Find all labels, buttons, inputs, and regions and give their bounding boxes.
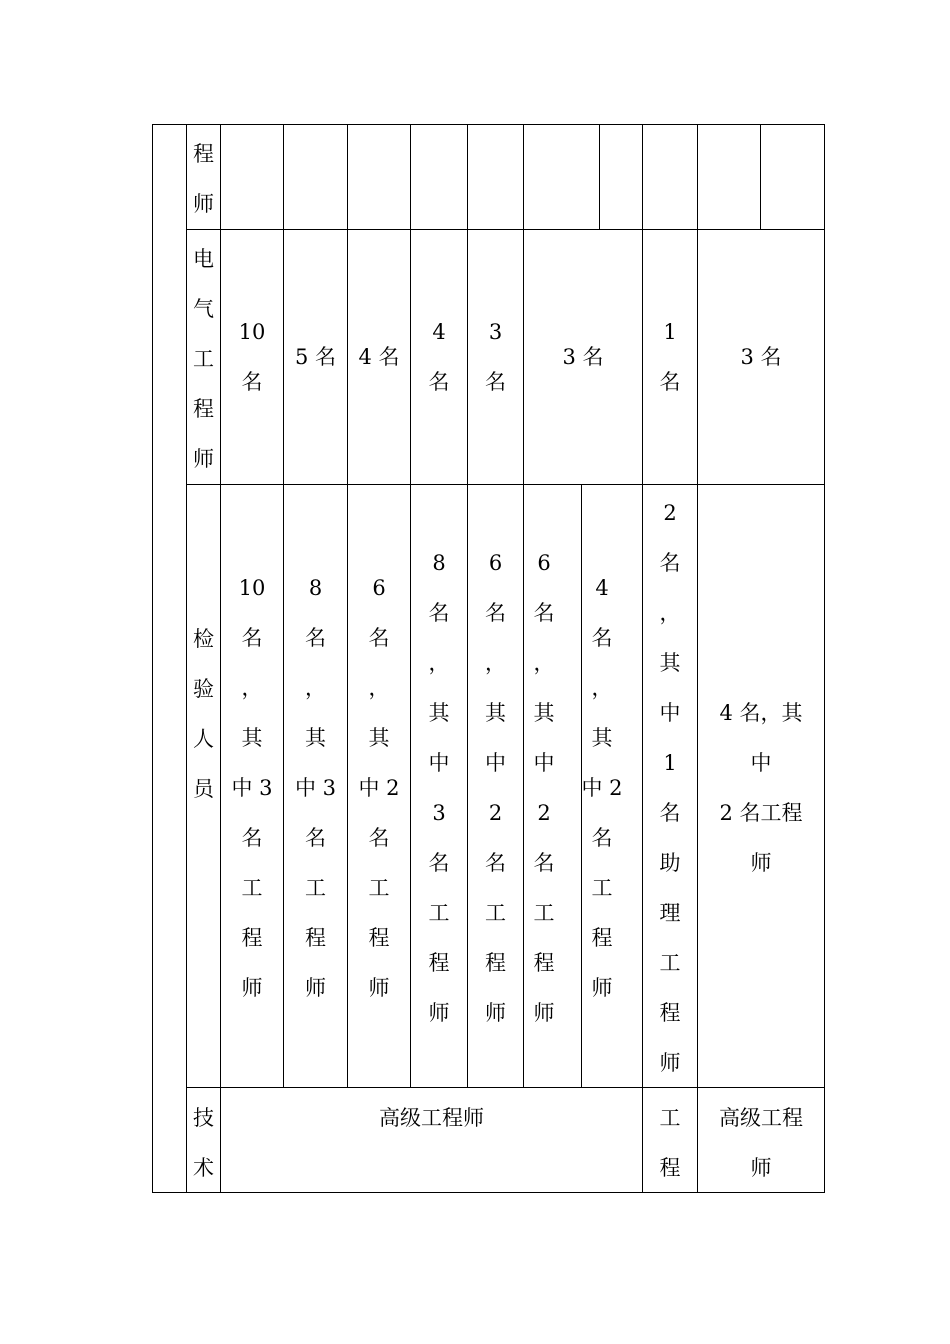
technical-col8 — [643, 1093, 697, 1193]
cell-line: 工 — [241, 876, 263, 900]
cell-line: 工 — [305, 876, 326, 900]
inspectors-col9 — [698, 688, 824, 898]
cell-line: 4 名，其 — [719, 701, 803, 725]
cell-line: 名 — [659, 551, 681, 575]
cell-line: 师 — [241, 976, 263, 1000]
cell-line: 5 名 — [294, 344, 337, 369]
cell-line: 人 — [193, 727, 214, 751]
cell-line: 名 — [428, 601, 450, 625]
inspectors-col6 — [524, 538, 564, 1048]
inspectors-col3 — [348, 563, 410, 1023]
cell-line: 师 — [750, 851, 772, 875]
cell-line: 工 — [485, 901, 506, 925]
electrical-col4 — [411, 229, 467, 484]
cell-line: 6 — [372, 576, 386, 600]
cell-line: 师 — [750, 1156, 772, 1180]
cell-line: 高级工程师 — [379, 1106, 484, 1130]
cell-line: 4 — [595, 576, 609, 600]
table-rule-top — [152, 124, 825, 125]
electrical-col1 — [221, 229, 283, 484]
cell-line: 6 — [537, 551, 551, 575]
cell-line: 中 — [659, 701, 681, 725]
cell-line: 程 — [591, 926, 613, 950]
cell-line: 程 — [533, 951, 555, 975]
cell-line: 其 — [533, 701, 555, 725]
cell-line: 10 — [238, 576, 266, 600]
cell-line: 师 — [533, 1001, 555, 1025]
cell-line: 工 — [533, 901, 555, 925]
cell-line: 检 — [193, 627, 214, 651]
cell-line: 2 名工程 — [719, 801, 803, 825]
cell-line: 程 — [193, 142, 214, 166]
cell-line: 程 — [485, 951, 506, 975]
cell-line: 4 — [432, 319, 446, 344]
cell-line: 8 — [432, 551, 446, 575]
cell-line: 工 — [193, 347, 214, 371]
cell-line: 技 — [193, 1106, 214, 1130]
cell-line: 1 — [663, 319, 677, 344]
inspectors-col4 — [411, 538, 467, 1048]
cell-line: 程 — [368, 926, 390, 950]
table-rule-row2 — [186, 484, 825, 485]
inspectors-col1 — [221, 563, 283, 1023]
cell-line: 程 — [241, 926, 263, 950]
cell-line: 名 — [533, 851, 555, 875]
cell-line: ， — [533, 651, 555, 675]
cell-line: 2 — [488, 801, 503, 825]
cell-line: 名 — [485, 601, 506, 625]
inspectors-col2 — [284, 563, 347, 1023]
cell-line: 程 — [193, 397, 214, 421]
cell-line: 电 — [193, 247, 214, 271]
cell-line: 名 — [533, 601, 555, 625]
cell-line: ， — [591, 676, 613, 700]
electrical-col5 — [468, 229, 523, 484]
row-engineer-tail-label — [187, 129, 220, 229]
cell-line: 3 名 — [562, 344, 604, 369]
cell-line: 6 — [488, 551, 503, 575]
cell-line: 工 — [659, 1106, 681, 1130]
cell-line: 程 — [659, 1156, 681, 1180]
cell-line: 名 — [305, 626, 326, 650]
cell-line: 高级工程 — [719, 1106, 803, 1130]
cell-line: 中 — [533, 751, 555, 775]
cell-line: ， — [241, 676, 263, 700]
cell-line: ， — [305, 676, 326, 700]
cell-line: 师 — [485, 1001, 506, 1025]
cell-line: 工 — [591, 876, 613, 900]
cell-line: 工 — [659, 951, 681, 975]
cell-line: ， — [659, 601, 681, 625]
cell-line: 中 2 — [358, 776, 400, 800]
technical-col9 — [698, 1093, 824, 1193]
cell-line: 员 — [193, 777, 214, 801]
table-rule-row3 — [186, 1087, 825, 1088]
cell-line: 师 — [428, 1001, 450, 1025]
cell-line: 师 — [305, 976, 326, 1000]
cell-line: ， — [485, 651, 506, 675]
cell-line: 验 — [193, 677, 214, 701]
cell-line: 程 — [659, 1001, 681, 1025]
cell-line: 其 — [368, 726, 390, 750]
table-rule-left — [152, 124, 153, 1193]
inspectors-col5 — [468, 538, 523, 1048]
electrical-col2 — [284, 229, 347, 484]
cell-line: 师 — [193, 447, 214, 471]
cell-line: 名 — [659, 801, 681, 825]
cell-line: 4 名 — [358, 344, 400, 369]
table-rule-right — [824, 124, 825, 1193]
cell-line: 10 — [238, 319, 266, 344]
cell-line: 名 — [591, 626, 613, 650]
cell-line: ， — [368, 676, 390, 700]
cell-line: 2 — [663, 501, 677, 525]
cell-line: 师 — [659, 1051, 681, 1075]
technical-col1-7 — [221, 1093, 642, 1143]
cell-line: 名 — [368, 626, 390, 650]
cell-line: 中 2 — [581, 776, 623, 800]
cell-line: 工 — [368, 876, 390, 900]
cell-line: 8 — [308, 576, 323, 600]
cell-line: 中 — [750, 751, 772, 775]
cell-line: 程 — [428, 951, 450, 975]
cell-line: 其 — [305, 726, 326, 750]
cell-line: 名 — [241, 369, 263, 394]
cell-line: 名 — [428, 851, 450, 875]
electrical-col6-7 — [524, 229, 642, 484]
cell-line: 其 — [485, 701, 506, 725]
inspectors-col7 — [582, 563, 622, 1023]
cell-line: 名 — [485, 851, 506, 875]
cell-line: 师 — [591, 976, 613, 1000]
row-inspectors-label — [187, 484, 220, 944]
cell-line: 气 — [193, 297, 214, 321]
cell-line: 中 — [428, 751, 450, 775]
cell-line: 2 — [537, 801, 551, 825]
cell-line: 名 — [241, 626, 263, 650]
row-electrical-label — [187, 234, 220, 484]
table-rule-col6b — [599, 124, 600, 230]
cell-line: 师 — [368, 976, 390, 1000]
cell-line: 3 — [488, 319, 503, 344]
cell-line: 其 — [428, 701, 450, 725]
electrical-col9 — [698, 229, 824, 484]
cell-line: 工 — [428, 901, 450, 925]
cell-line: 其 — [591, 726, 613, 750]
inspectors-col8 — [643, 488, 697, 1088]
cell-line: 名 — [368, 826, 390, 850]
cell-line: 名 — [305, 826, 326, 850]
cell-line: 名 — [591, 826, 613, 850]
cell-line: 3 名 — [740, 344, 782, 369]
cell-line: 名 — [485, 369, 506, 394]
electrical-col3 — [348, 229, 410, 484]
cell-line: 名 — [428, 369, 450, 394]
electrical-col8 — [643, 229, 697, 484]
cell-line: 3 — [432, 801, 446, 825]
cell-line: 中 3 — [231, 776, 273, 800]
cell-line: 中 — [485, 751, 506, 775]
cell-line: 术 — [193, 1156, 214, 1180]
cell-line: 1 — [663, 751, 677, 775]
row-technical-label — [187, 1093, 220, 1193]
cell-line: 其 — [659, 651, 681, 675]
cell-line: 师 — [193, 192, 214, 216]
table-rule-col9b — [760, 124, 761, 230]
cell-line: 中 3 — [294, 776, 337, 800]
cell-line: 名 — [659, 369, 681, 394]
cell-line: 名 — [241, 826, 263, 850]
cell-line: 程 — [305, 926, 326, 950]
cell-line: ， — [428, 651, 450, 675]
cell-line: 其 — [241, 726, 263, 750]
cell-line: 理 — [659, 901, 681, 925]
cell-line: 助 — [659, 851, 681, 875]
